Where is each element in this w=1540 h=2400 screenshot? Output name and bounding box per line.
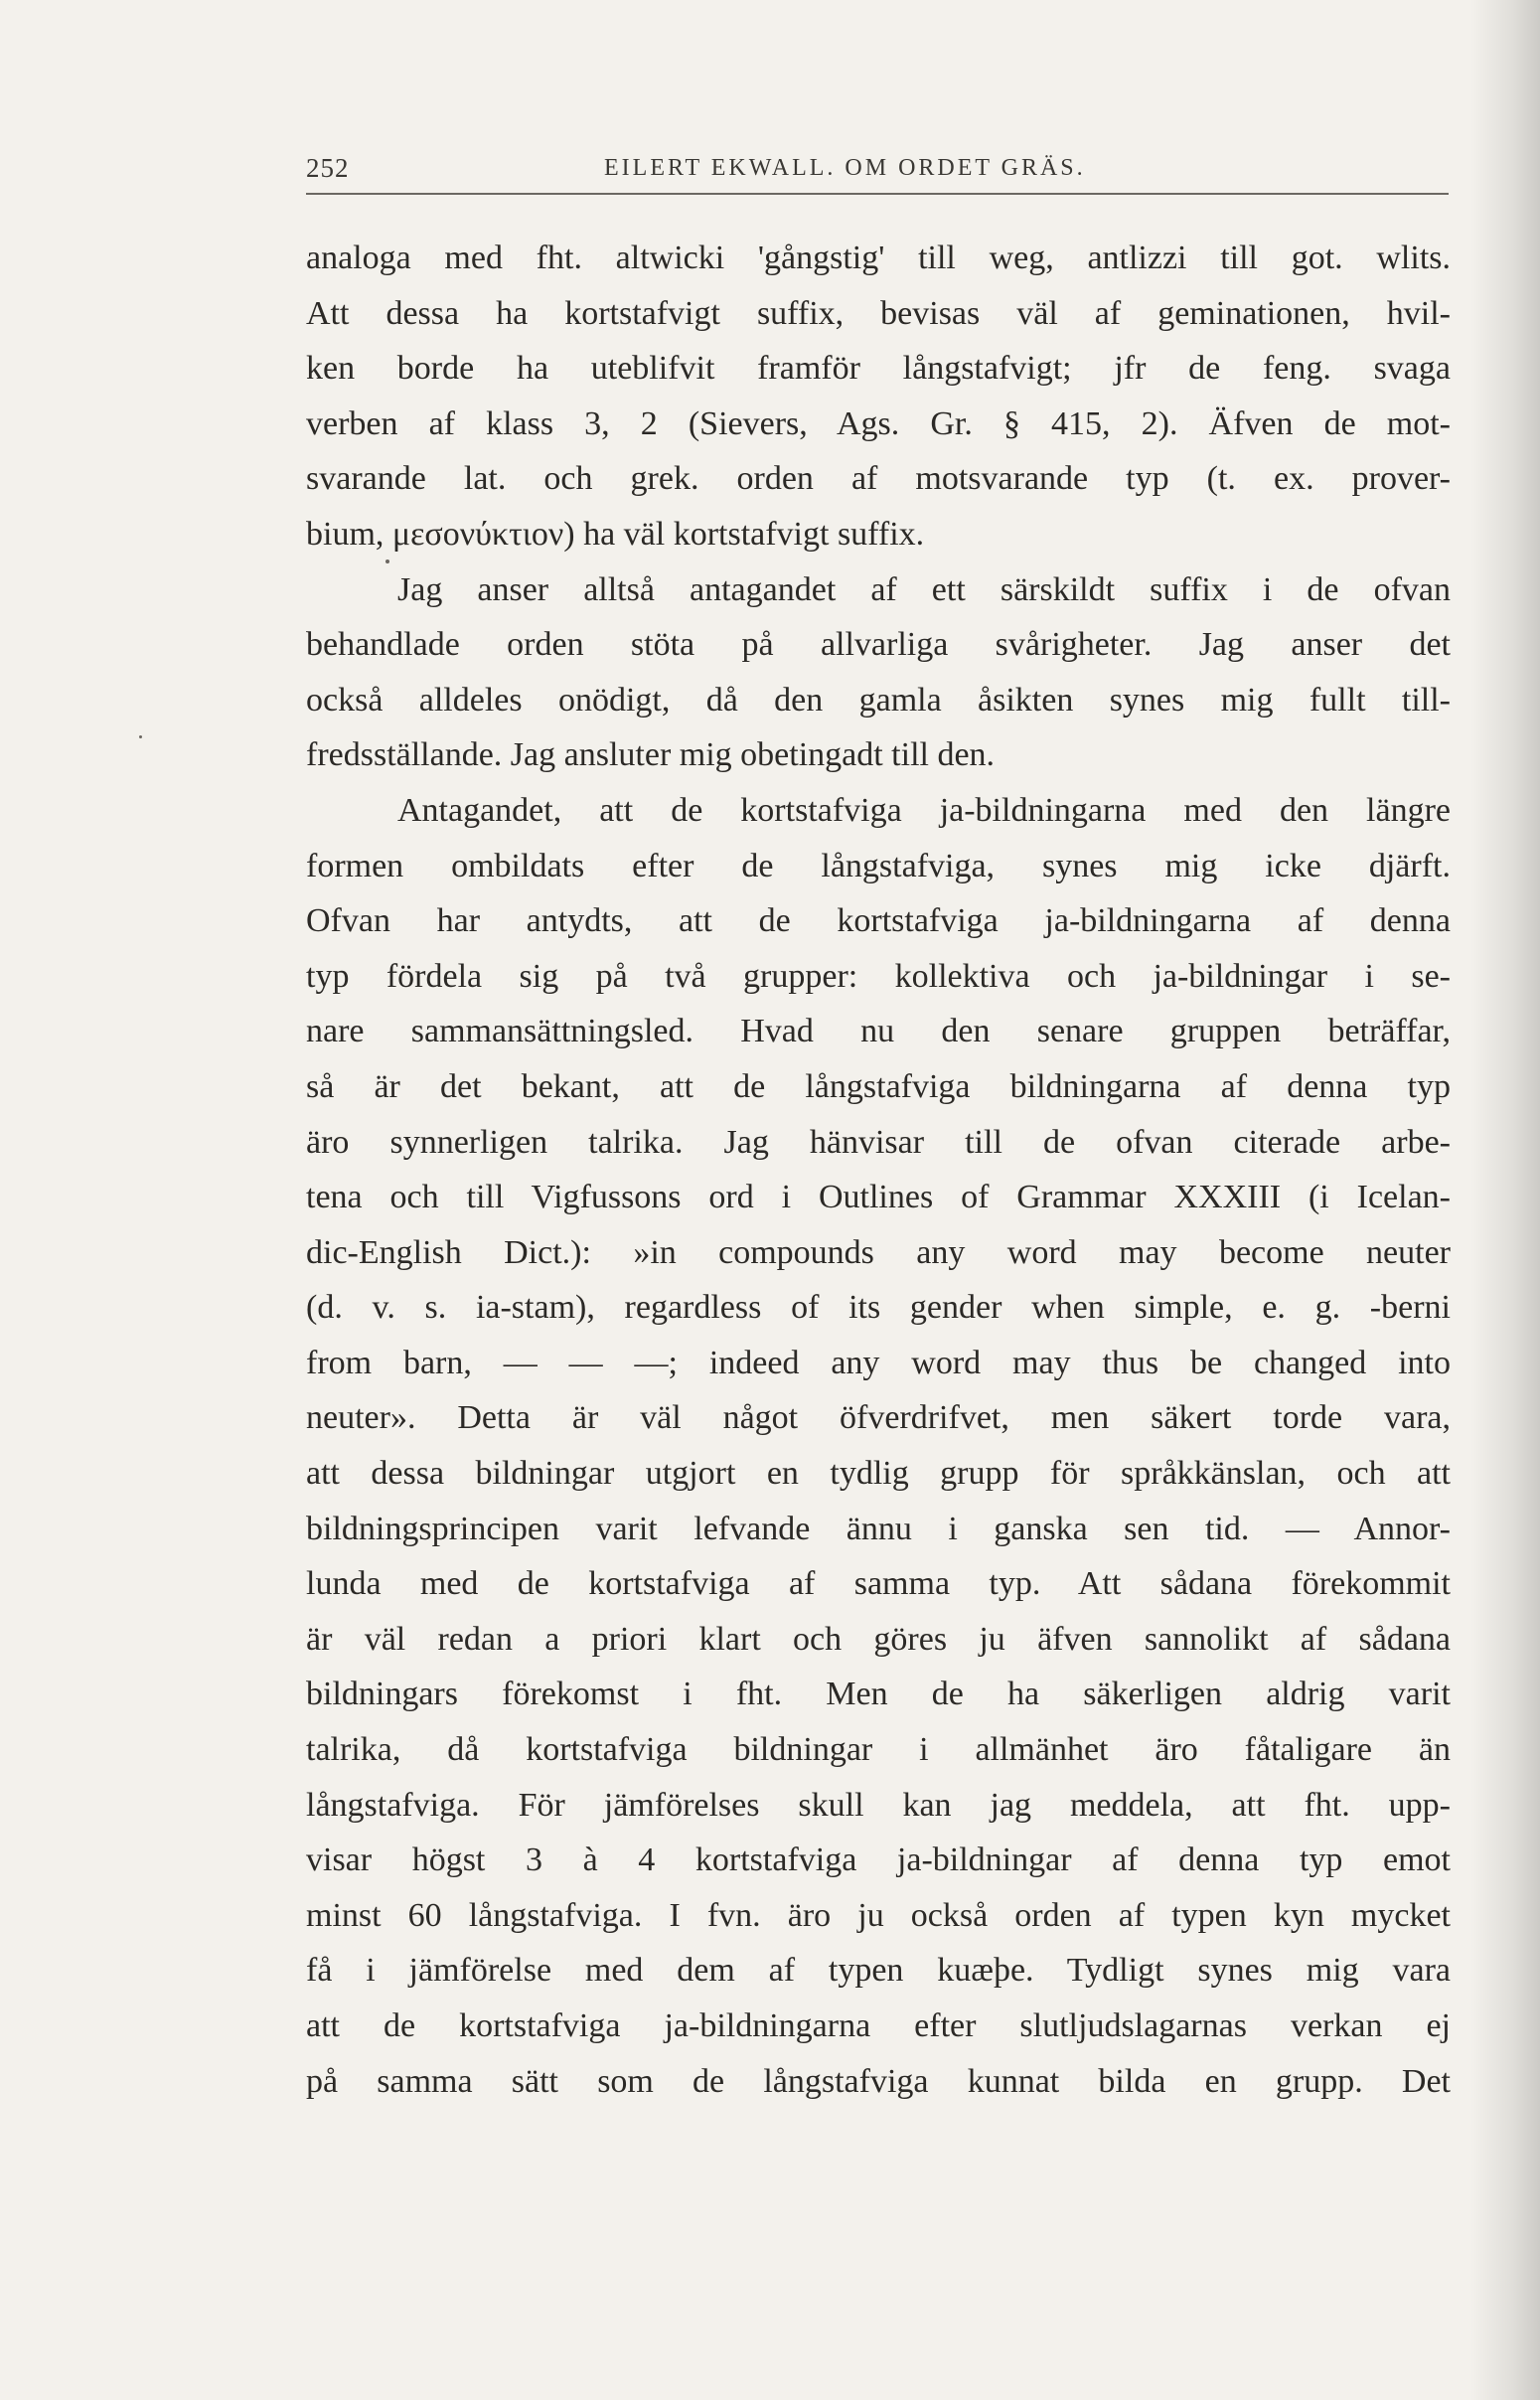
text-line: på samma sätt som de långstafviga kunnat bilda en grupp. Det [306,2062,1451,2100]
text-line: verben af klass 3, 2 (Sievers, Ags. Gr. § 415, 2). Äfven de mot- [306,404,1451,442]
page-edge-shadow [1470,0,1540,2400]
body-text [306,231,1451,2109]
page-number: 252 [306,153,350,183]
text-line: minst 60 långstafviga. I fvn. äro ju också orden af typen kyn mycket [306,1896,1451,1934]
text-line: bium, μεσονύκτιον) ha väl kortstafvigt suffix. [306,515,925,553]
text-line: Ofvan har antydts, att de kortstafviga ja-bildningarna af denna [306,902,1451,940]
text-line: fredsställande. Jag ansluter mig obetingadt till den. [306,736,996,774]
text-line: bildningsprincipen varit lefvande ännu i ganska sen tid. — Annor- [306,1510,1451,1547]
text-line: också alldeles onödigt, då den gamla åsikten synes mig fullt till- [306,681,1451,719]
text-line: är väl redan a priori klart och göres ju äfven sannolikt af sådana [306,1620,1451,1658]
text-line: (d. v. s. ia-stam), regardless of its gender when simple, e. g. -berni [306,1289,1451,1327]
running-title: EILERT EKWALL. OM ORDET GRÄS. [604,155,1086,181]
text-line: from barn, — — —; indeed any word may thus be changed into [306,1344,1451,1381]
text-line: lunda med de kortstafviga af samma typ. Att sådana förekommit [306,1565,1451,1603]
text-line: talrika, då kortstafviga bildningar i allmänhet äro fåtaligare än [306,1731,1451,1769]
text-line: få i jämförelse med dem af typen kuæþe. Tydligt synes mig vara [306,1952,1451,1990]
text-line: så är det bekant, att de långstafviga bildningarna af denna typ [306,1067,1451,1105]
text-line: äro synnerligen talrika. Jag hänvisar till de ofvan citerade arbe- [306,1123,1451,1161]
text-line: att dessa bildningar utgjort en tydlig grupp för språkkänslan, och att [306,1455,1451,1493]
text-line: Antagandet, att de kortstafviga ja-bildningarna med den längre [397,791,1451,829]
text-line: analoga med fht. altwicki 'gångstig' till weg, antlizzi till got. wlits. [306,240,1451,276]
page-header [306,149,1449,195]
text-line: typ fördela sig på två grupper: kollektiva och ja-bildningar i se- [306,957,1451,995]
text-line: behandlade orden stöta på allvarliga svårigheter. Jag anser det [306,626,1451,664]
text-line: visar högst 3 à 4 kortstafviga ja-bildningar af denna typ emot [306,1841,1451,1879]
text-line: dic-English Dict.): »in compounds any word may become neuter [306,1233,1451,1271]
print-speck [139,735,142,738]
print-speck [385,560,389,563]
text-line: Att dessa ha kortstafvigt suffix, bevisas väl af geminationen, hvil- [306,294,1451,332]
text-line: Jag anser alltså antagandet af ett särskildt suffix i de ofvan [397,570,1451,608]
text-line: neuter». Detta är väl något öfverdrifvet, men säkert torde vara, [306,1399,1451,1437]
text-line: tena och till Vigfussons ord i Outlines of Grammar XXXIII (i Icelan- [306,1179,1451,1216]
text-line: svarande lat. och grek. orden af motsvarande typ (t. ex. prover- [306,460,1451,498]
text-line: nare sammansättningsled. Hvad nu den senare gruppen beträffar, [306,1013,1451,1050]
text-line: bildningars förekomst i fht. Men de ha säkerligen aldrig varit [306,1676,1451,1713]
text-line: ken borde ha uteblifvit framför långstafvigt; jfr de feng. svaga [306,350,1451,388]
text-line: att de kortstafviga ja-bildningarna efter slutljudslagarnas verkan ej [306,2007,1451,2044]
text-line: formen ombildats efter de långstafviga, synes mig icke djärft. [306,847,1451,884]
text-line: långstafviga. För jämförelses skull kan jag meddela, att fht. upp- [306,1786,1451,1824]
